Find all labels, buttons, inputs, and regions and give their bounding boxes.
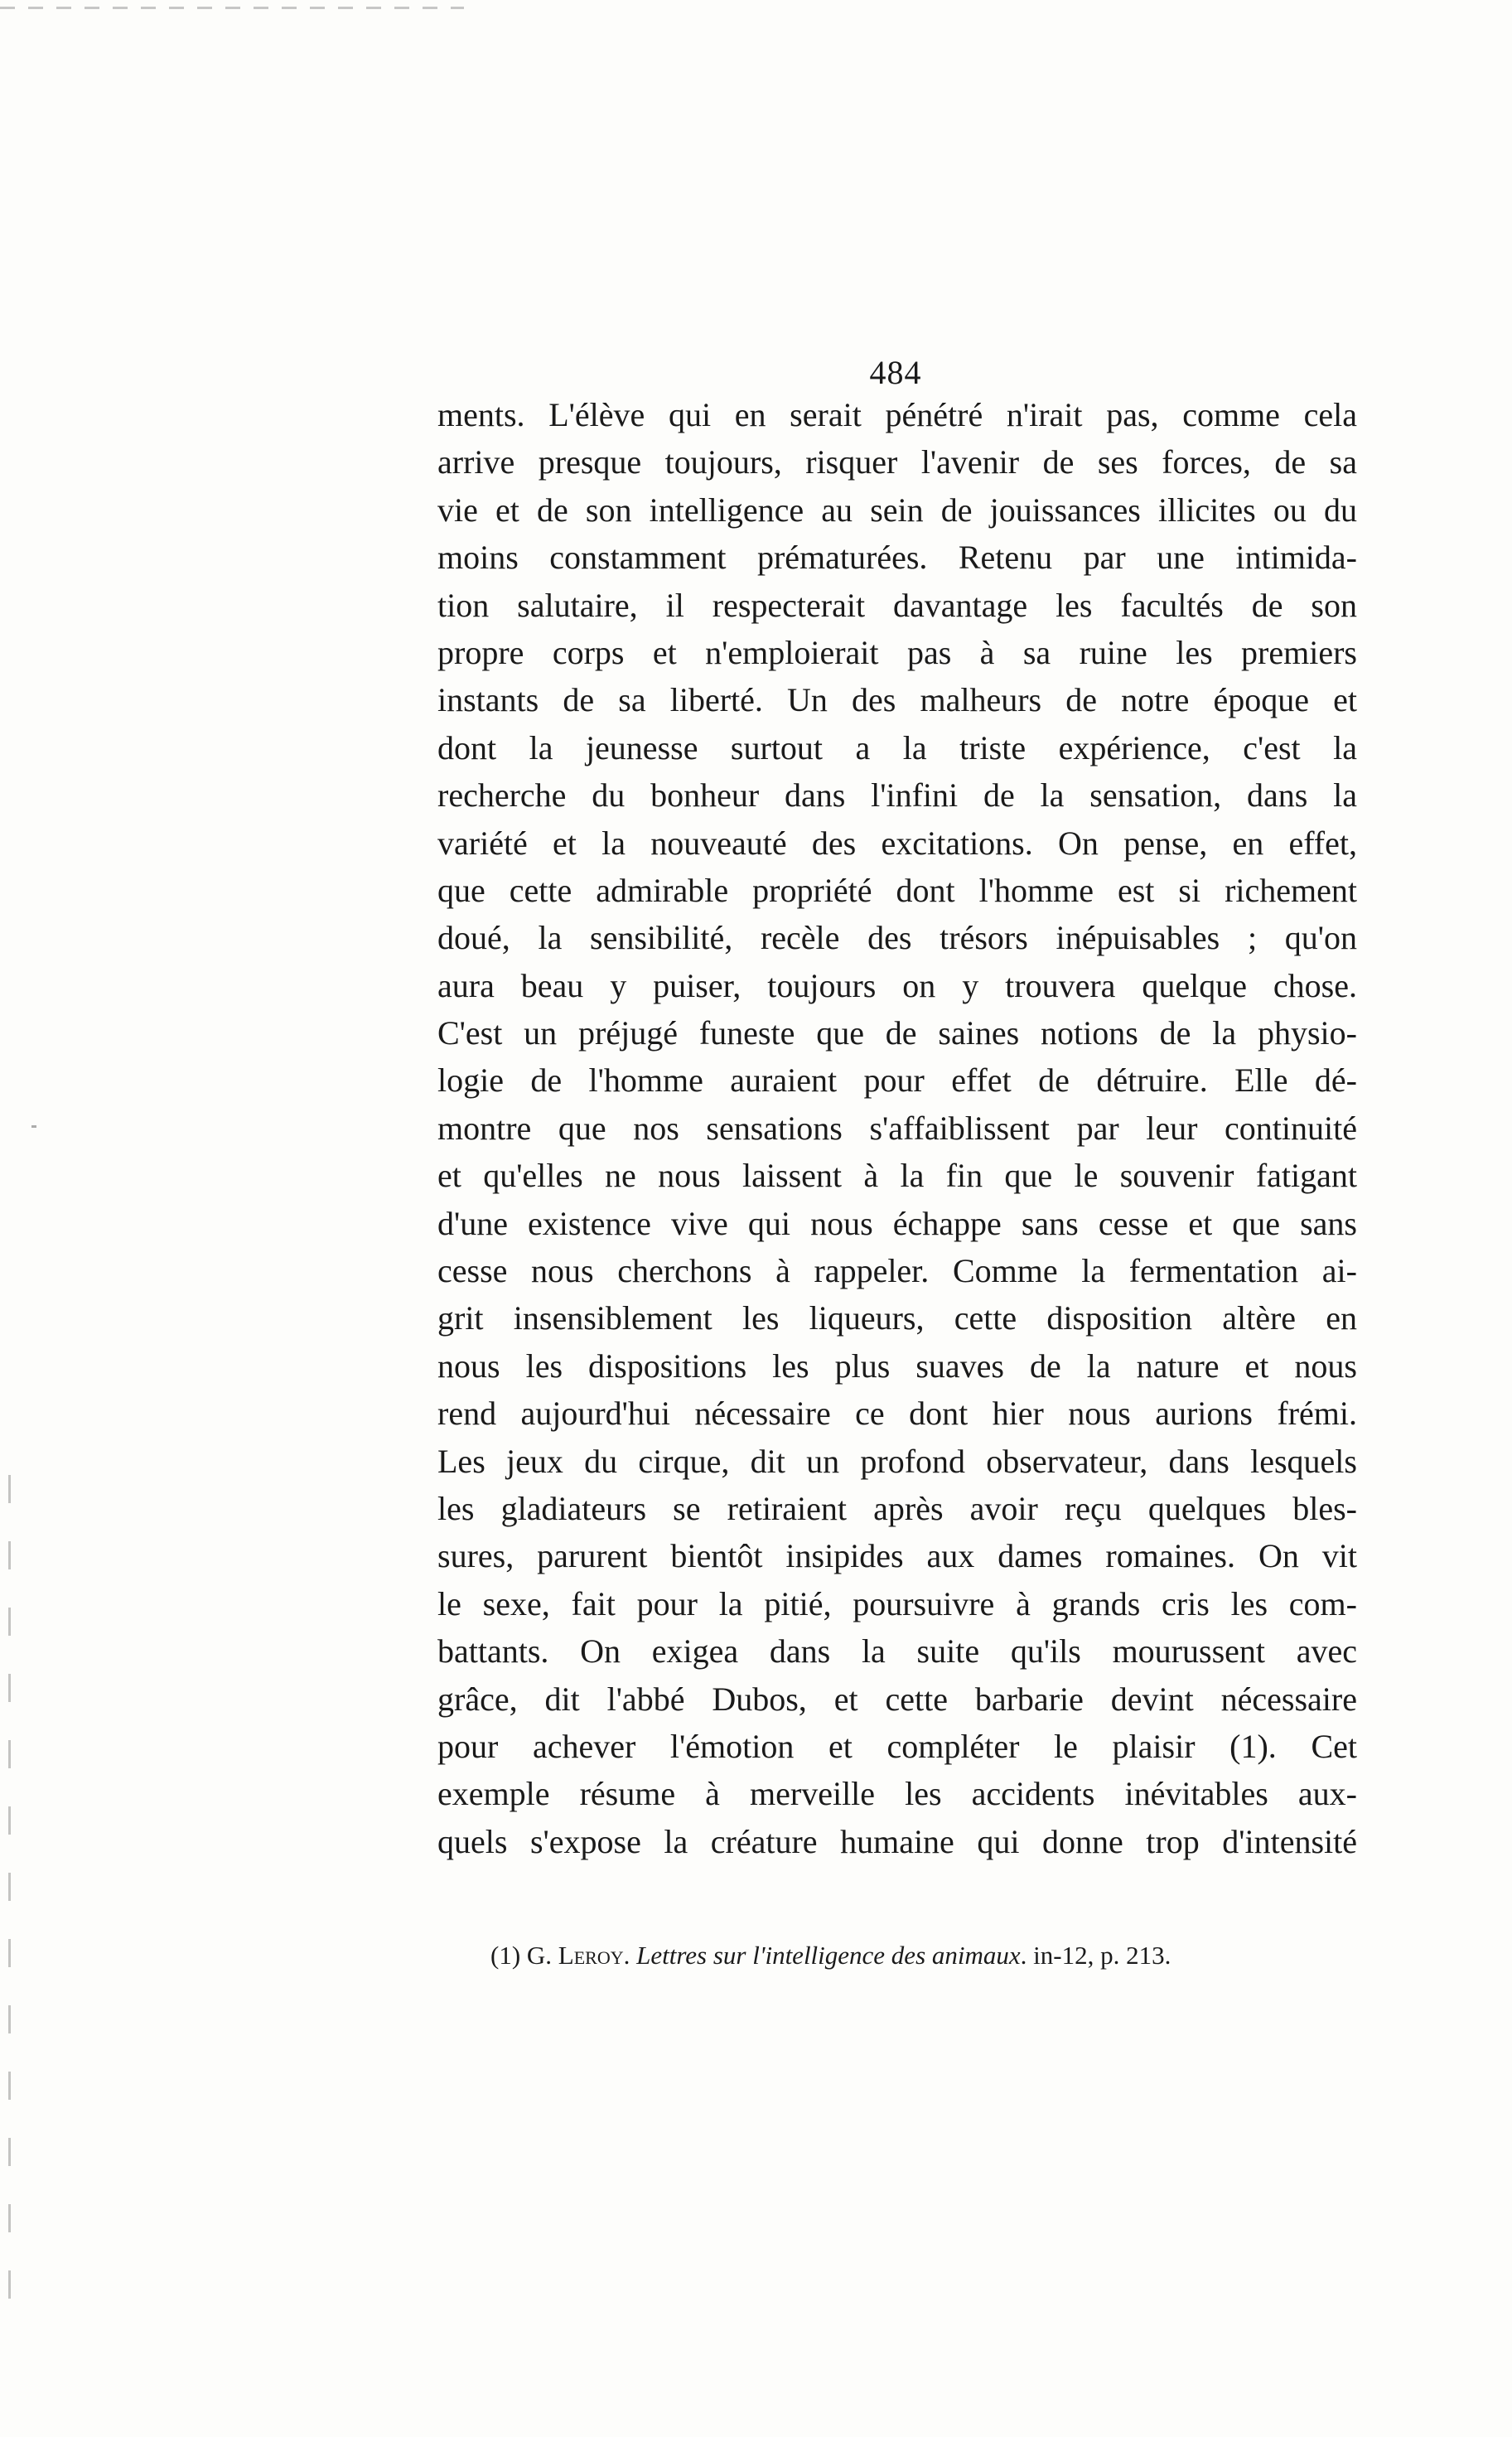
- body-line: quels s'expose la créature humaine qui donne trop d'intensité: [437, 1822, 1357, 1860]
- body-line: instants de sa liberté. Un des malheurs de notre époque et: [437, 681, 1357, 719]
- body-line: rend aujourd'hui nécessaire ce dont hier nous aurions frémi.: [437, 1395, 1357, 1433]
- body-line: les gladiateurs se retiraient après avoir reçu quelques bles-: [437, 1489, 1357, 1527]
- body-line: montre que nos sensations s'affaiblissent par leur continuité: [437, 1109, 1357, 1147]
- body-line: d'une existence vive qui nous échappe sans cesse et que sans: [437, 1204, 1357, 1242]
- body-line: tion salutaire, il respecterait davantage les facultés de son: [437, 586, 1357, 624]
- body-line: et qu'elles ne nous laissent à la fin que le souvenir fatigant: [437, 1157, 1357, 1195]
- footnote: [490, 1939, 1352, 1972]
- page-number: 484: [869, 354, 922, 391]
- footnote-details: . in-12, p. 213.: [1020, 1941, 1171, 1970]
- body-line: aura beau y puiser, toujours on y trouvera quelque chose.: [437, 966, 1357, 1004]
- body-line: le sexe, fait pour la pitié, poursuivre à grands cris les com-: [437, 1584, 1357, 1622]
- body-line: variété et la nouveauté des excitations. On pense, en effet,: [437, 824, 1357, 862]
- body-line: arrive presque toujours, risquer l'avenir de ses forces, de sa: [437, 443, 1357, 481]
- body-line: sures, parurent bientôt insipides aux dames romaines. On vit: [437, 1537, 1357, 1575]
- body-line: Les jeux du cirque, dit un profond observateur, dans lesquels: [437, 1442, 1357, 1480]
- body-line: C'est un préjugé funeste que de saines notions de la physio-: [437, 1014, 1357, 1052]
- body-line: propre corps et n'emploierait pas à sa ruine les premiers: [437, 633, 1357, 671]
- body-text: [437, 391, 1357, 1865]
- body-line: grâce, dit l'abbé Dubos, et cette barbarie devint nécessaire: [437, 1680, 1357, 1718]
- body-line: dont la jeunesse surtout a la triste expérience, c'est la: [437, 728, 1357, 766]
- body-line: exemple résume à merveille les accidents inévitables aux-: [437, 1775, 1357, 1813]
- body-line: cesse nous cherchons à rappeler. Comme la fermentation ai-: [437, 1252, 1357, 1290]
- body-line: grit insensiblement les liqueurs, cette disposition altère en: [437, 1299, 1357, 1337]
- footnote-initial: G.: [526, 1941, 558, 1970]
- body-line: moins constamment prématurées. Retenu par une intimida-: [437, 539, 1357, 577]
- footnote-title: Lettres sur l'intelligence des animaux: [636, 1941, 1021, 1970]
- scan-artifact-top: [0, 7, 464, 9]
- body-line: recherche du bonheur dans l'infini de la sensation, dans la: [437, 776, 1357, 815]
- body-line: nous les dispositions les plus suaves de la nature et nous: [437, 1347, 1357, 1385]
- footnote-separator: .: [623, 1941, 637, 1970]
- scan-artifact-left: [8, 1475, 11, 2304]
- body-line: vie et de son intelligence au sein de jouissances illicites ou du: [437, 491, 1357, 529]
- body-line: doué, la sensibilité, recèle des trésors inépuisables ; qu'on: [437, 919, 1357, 957]
- body-line: pour achever l'émotion et compléter le plaisir (1). Cet: [437, 1727, 1357, 1765]
- scan-artifact-dot: [31, 1125, 36, 1128]
- body-line: que cette admirable propriété dont l'homme est si richement: [437, 871, 1357, 909]
- body-line: battants. On exigea dans la suite qu'ils mourussent avec: [437, 1632, 1357, 1671]
- footnote-marker: (1): [490, 1941, 527, 1970]
- footnote-author: Leroy: [558, 1941, 624, 1970]
- body-line: logie de l'homme auraient pour effet de détruire. Elle dé-: [437, 1061, 1357, 1100]
- body-line: ments. L'élève qui en serait pénétré n'irait pas, comme cela: [437, 396, 1357, 433]
